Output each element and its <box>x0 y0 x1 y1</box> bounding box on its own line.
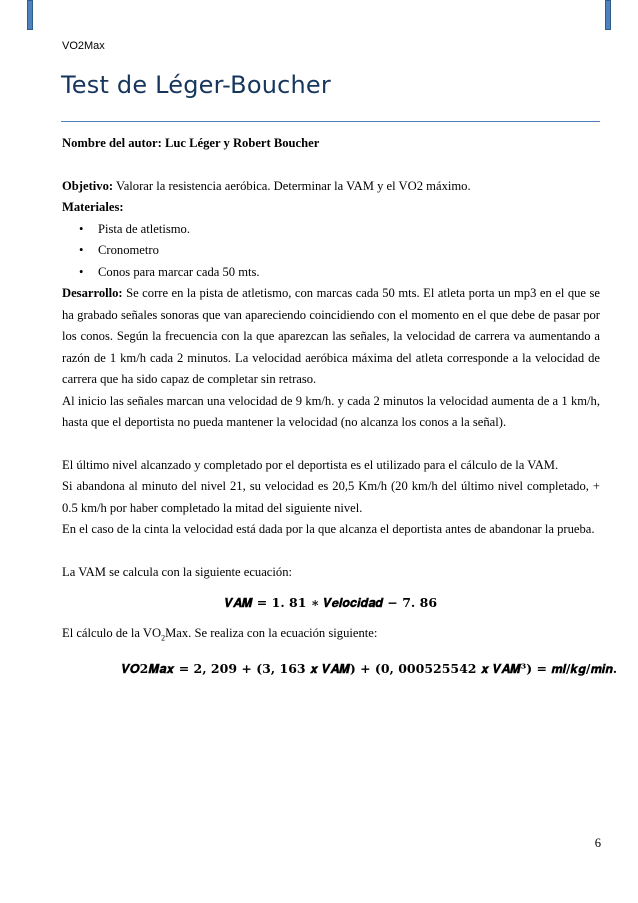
materials-heading: Materiales: <box>62 200 124 214</box>
page-corner-mark-left <box>27 0 33 30</box>
level-paragraph-3: En el caso de la cinta la velocidad está dada por la que alcanza el deportista antes de abandonar la prueba. <box>62 522 595 536</box>
development-paragraph <box>62 283 600 391</box>
development-paragraph-2: Al inicio las señales marcan una velocidad de 9 km/h. y cada 2 minutos la velocidad aumenta de a 1 km/h, hasta que el deportista no pueda mantener la velocidad (no alcanza los conos a la señal). <box>62 393 600 429</box>
title-underline <box>61 121 600 122</box>
bullet-icon: • <box>79 221 84 236</box>
page-corner-mark-right <box>605 0 611 30</box>
level-paragraph-2: Si abandona al minuto del nivel 21, su velocidad es 20,5 Km/h (20 km/h del último nivel completado, + 0.5 km/h por haber completado la mitad del siguiente nivel. <box>62 479 600 515</box>
objective-label: Objetivo: <box>62 178 114 193</box>
author-label: Nombre del autor: <box>62 136 162 150</box>
vam-intro: La VAM se calcula con la siguiente ecuación: <box>62 564 292 579</box>
author-value: Luc Léger y Robert Boucher <box>164 136 320 150</box>
page-title: Test de Léger-Boucher <box>61 71 331 99</box>
development-label: Desarrollo: <box>62 286 123 300</box>
vo2-intro: El cálculo de la $VO_2Max$. Se realiza con la ecuación siguiente: <box>62 625 378 643</box>
bullet-icon: • <box>79 243 84 257</box>
list-item: • Conos para marcar cada 50 mts. <box>62 262 600 284</box>
running-header: VO2Max <box>62 40 105 52</box>
level-paragraph-1: El último nivel alcanzado y completado por el deportista es el utilizado para el cálculo de la VAM. <box>62 457 559 472</box>
list-item: • Pista de atletismo. <box>62 219 600 241</box>
objective-paragraph <box>62 176 600 198</box>
page-number: 6 <box>594 836 601 850</box>
vo2max-equation: 𝑽𝑶𝟐𝑴𝒂𝒙 = 𝟐, 𝟐𝟎𝟗 + (𝟑, 𝟏𝟔𝟑 𝒙 𝑽𝑨𝑴) + (𝟎, 𝟎𝟎𝟎𝟓𝟐𝟓𝟓𝟒𝟐 𝒙 𝑽𝑨𝑴³) = 𝒎𝒍/𝒌𝒈/𝒎𝒊𝒏. <box>122 660 618 676</box>
development-text: Se corre en la pista de atletismo, con marcas cada 50 mts. El atleta porta un mp3 en el que se ha grabado señales sonoras que van apareciendo coincidiendo con el momento en el que debe de pasar por los conos. Según la frecuencia con la que aparezcan las señales, la velocidad de carrera va aumentando a razón de 1 km/h cada 2 minutos. La velocidad aeróbica máxima del atleta corresponde a la velocidad de carrera que ha sido capaz de completar sin retraso. <box>62 286 600 386</box>
document-body <box>62 133 618 679</box>
materials-list <box>62 219 600 284</box>
vam-equation: 𝑽𝑨𝑴 = 𝟏. 𝟖𝟏 ∗ 𝑽𝒆𝒍𝒐𝒄𝒊𝒅𝒂𝒅 − 𝟕. 𝟖𝟔 <box>224 595 438 610</box>
list-item: • Cronometro <box>62 240 600 262</box>
bullet-icon: • <box>79 264 84 279</box>
objective-text: Valorar la resistencia aeróbica. Determinar la VAM y el VO2 máximo. <box>116 178 471 193</box>
author-line <box>62 133 600 155</box>
